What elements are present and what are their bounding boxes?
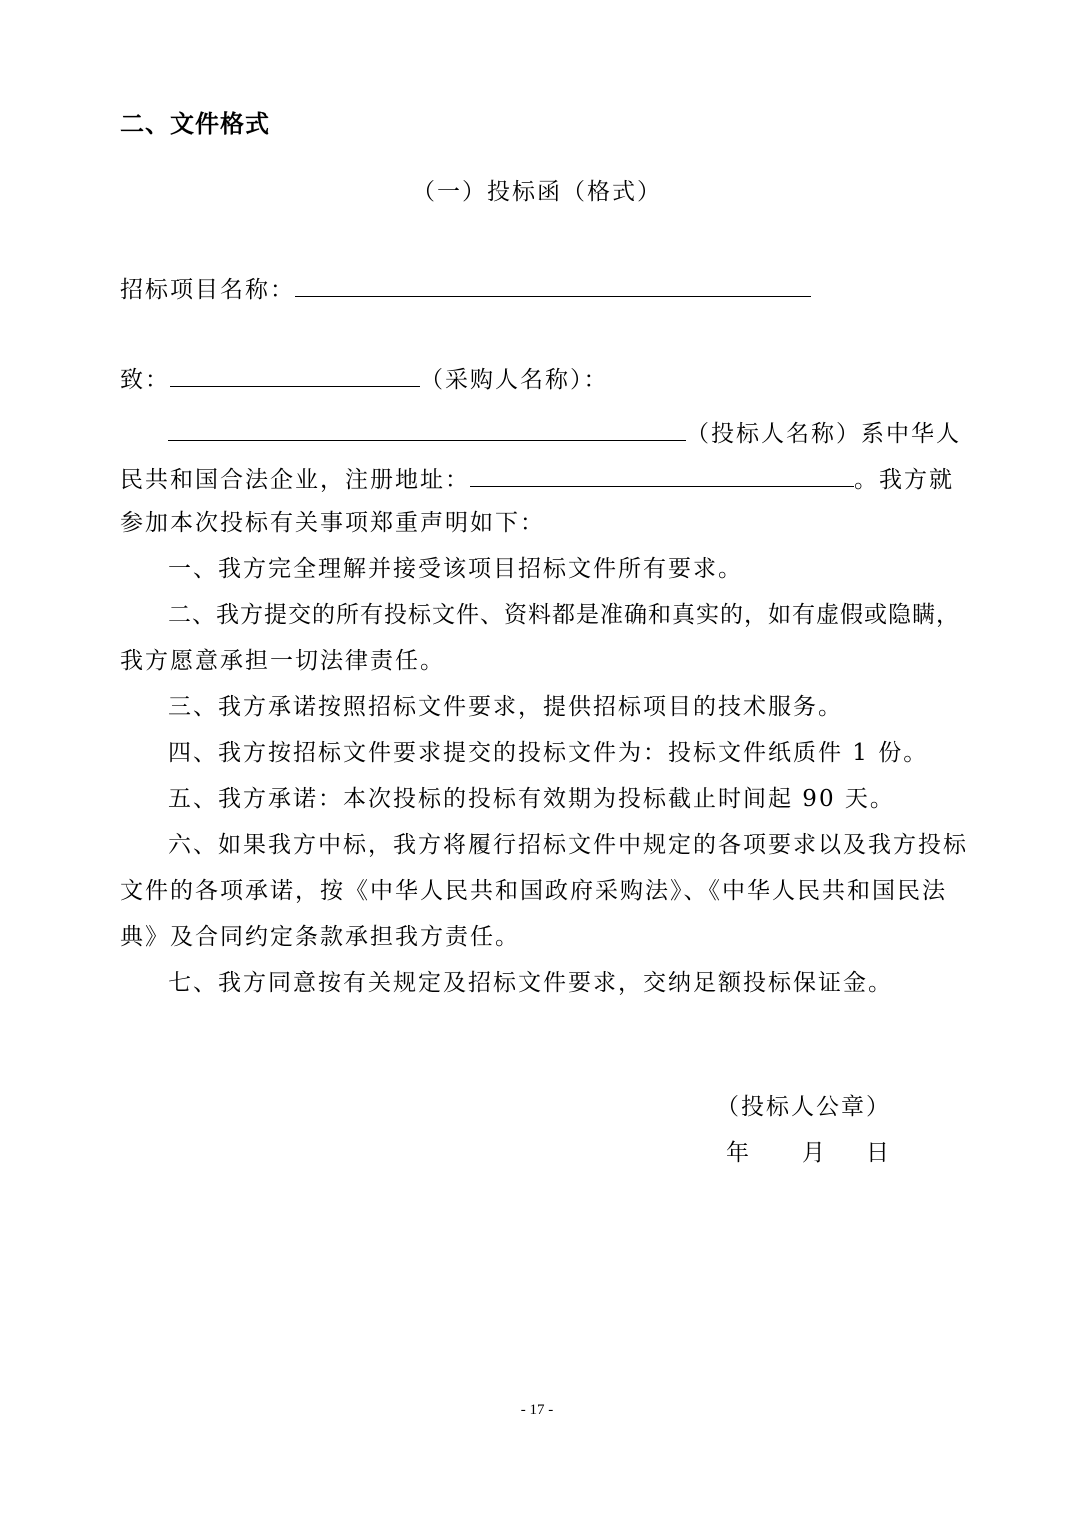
clause-1: 一、我方完全理解并接受该项目招标文件所有要求。	[168, 556, 743, 582]
purchaser-name-blank	[170, 360, 420, 387]
registration-row	[120, 460, 954, 497]
page-number: - 17 -	[520, 1402, 554, 1418]
clause-6-line-3: 典》及合同约定条款承担我方责任。	[120, 924, 520, 950]
clause-2-line-2: 我方愿意承担一切法律责任。	[120, 648, 445, 674]
document-title: （一）投标函（格式）	[412, 179, 662, 205]
project-name-row	[120, 270, 811, 307]
section-heading: 二、文件格式	[120, 109, 270, 138]
bidder-seal-label: （投标人公章）	[716, 1094, 891, 1120]
date-month-label: 月	[802, 1140, 825, 1166]
date-row	[726, 1136, 889, 1170]
recipient-label: 致：	[120, 367, 170, 393]
clause-6-line-2: 文件的各项承诺，按《中华人民共和国政府采购法》、《中华人民共和国民法	[120, 878, 947, 904]
project-name-blank	[295, 270, 811, 297]
bidder-name-note: （投标人名称）系中华人	[686, 421, 961, 447]
registration-suffix: 。我方就	[854, 467, 954, 493]
date-year-label: 年	[726, 1140, 749, 1166]
registration-prefix: 民共和国合法企业，注册地址：	[120, 467, 470, 493]
clause-2-line-1: 二、我方提交的所有投标文件、资料都是准确和真实的，如有虚假或隐瞒，	[168, 602, 960, 628]
purchaser-name-note: （采购人名称）：	[420, 367, 609, 393]
declaration-line: 参加本次投标有关事项郑重声明如下：	[120, 510, 545, 536]
clause-4: 四、我方按招标文件要求提交的投标文件为：投标文件纸质件 1 份。	[168, 740, 929, 766]
clause-7: 七、我方同意按有关规定及招标文件要求，交纳足额投标保证金。	[168, 970, 893, 996]
clause-5: 五、我方承诺：本次投标的投标有效期为投标截止时间起 90 天。	[168, 786, 895, 812]
recipient-row	[120, 360, 609, 397]
clause-3: 三、我方承诺按照招标文件要求，提供招标项目的技术服务。	[168, 694, 843, 720]
bidder-name-row	[168, 414, 961, 451]
registered-address-blank	[470, 460, 854, 487]
project-name-label: 招标项目名称：	[120, 277, 295, 303]
clause-6-line-1: 六、如果我方中标，我方将履行招标文件中规定的各项要求以及我方投标	[168, 832, 968, 858]
bidder-name-blank	[168, 414, 686, 441]
date-day-label: 日	[866, 1140, 889, 1166]
